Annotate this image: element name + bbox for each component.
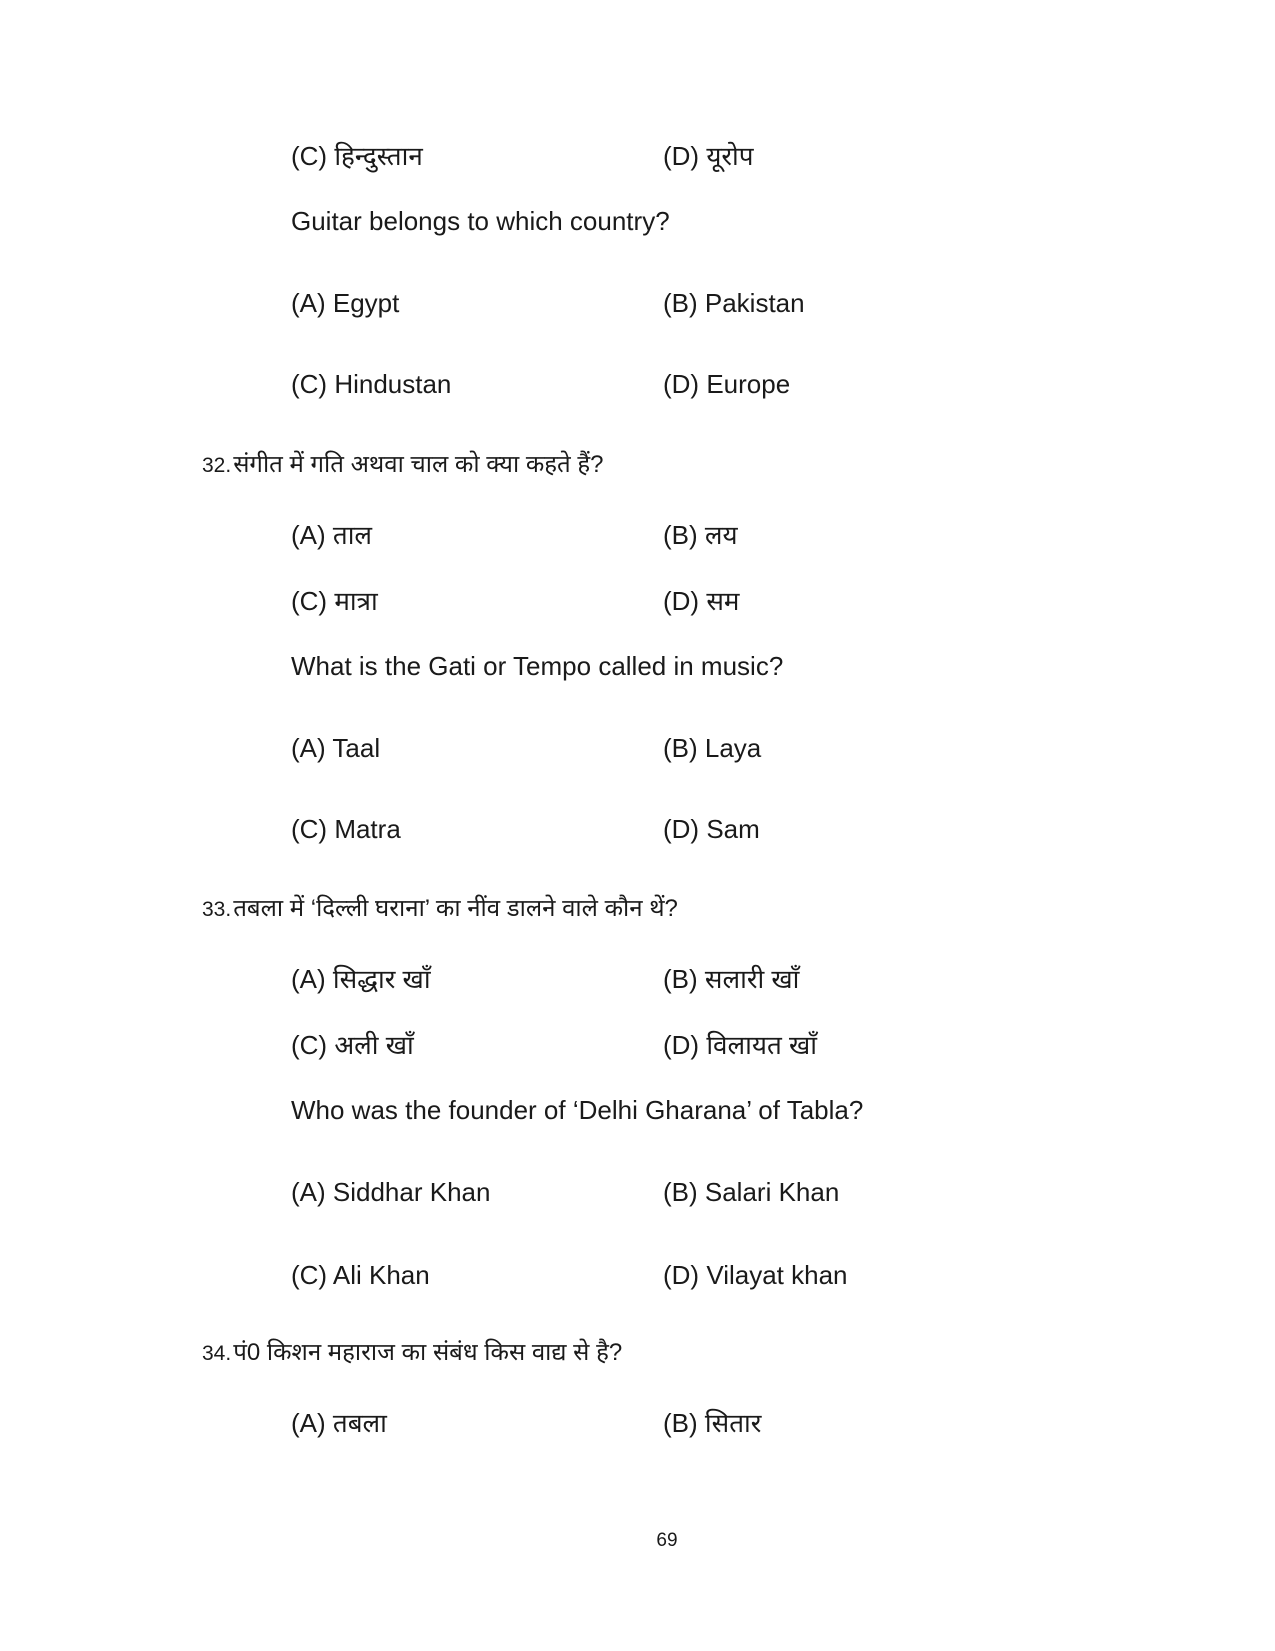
q33-hi-question: तबला में ‘दिल्ली घराना’ का नींव डालने वाले कौन थें? bbox=[233, 895, 678, 922]
q33-en-option-a: (A) Siddhar Khan bbox=[291, 1177, 491, 1207]
q34-hi-option-b: (B) सितार bbox=[663, 1408, 762, 1438]
q33-hi-option-c: (C) अली खाँ bbox=[291, 1030, 414, 1060]
q31-en-question: Guitar belongs to which country? bbox=[291, 206, 670, 236]
q33-hi-option-a: (A) सिद्धार खाँ bbox=[291, 964, 431, 994]
q31-hi-option-d: (D) यूरोप bbox=[663, 141, 754, 171]
q32-hi-option-a: (A) ताल bbox=[291, 520, 373, 550]
q33-number: 33. bbox=[202, 898, 232, 921]
q33-hi-option-b: (B) सलारी खाँ bbox=[663, 964, 800, 994]
q32-en-question: What is the Gati or Tempo called in music? bbox=[291, 651, 784, 681]
q32-en-option-d: (D) Sam bbox=[663, 814, 760, 844]
q34-number: 34. bbox=[202, 1342, 232, 1365]
q32-en-option-b: (B) Laya bbox=[663, 733, 762, 763]
q33-hi-option-d: (D) विलायत खाँ bbox=[663, 1030, 817, 1060]
q31-hi-option-c: (C) हिन्दुस्तान bbox=[291, 141, 423, 171]
q32-en-option-a: (A) Taal bbox=[291, 733, 381, 763]
q34-hi-option-a: (A) तबला bbox=[291, 1408, 387, 1438]
q34-hi-question-line bbox=[202, 1341, 622, 1365]
q31-en-option-d: (D) Europe bbox=[663, 369, 791, 399]
q32-hi-question-line bbox=[202, 453, 603, 477]
q33-en-option-b: (B) Salari Khan bbox=[663, 1177, 840, 1207]
q33-en-option-d: (D) Vilayat khan bbox=[663, 1260, 848, 1290]
q33-hi-question-line bbox=[202, 897, 678, 921]
q33-en-option-c: (C) Ali Khan bbox=[291, 1260, 430, 1290]
q31-en-option-a: (A) Egypt bbox=[291, 288, 400, 318]
q32-hi-question: संगीत में गति अथवा चाल को क्या कहते हैं? bbox=[233, 451, 604, 478]
q34-hi-question: पं0 किशन महाराज का संबंध किस वाद्य से है? bbox=[233, 1339, 623, 1366]
q31-en-option-c: (C) Hindustan bbox=[291, 369, 452, 399]
page-number: 69 bbox=[656, 1530, 678, 1551]
q32-number: 32. bbox=[202, 454, 232, 477]
q32-hi-option-b: (B) लय bbox=[663, 520, 738, 550]
q33-en-question: Who was the founder of ‘Delhi Gharana’ of Tabla? bbox=[291, 1095, 864, 1125]
q32-hi-option-d: (D) सम bbox=[663, 586, 740, 616]
q32-hi-option-c: (C) मात्रा bbox=[291, 586, 378, 616]
q31-en-option-b: (B) Pakistan bbox=[663, 288, 805, 318]
q32-en-option-c: (C) Matra bbox=[291, 814, 401, 844]
